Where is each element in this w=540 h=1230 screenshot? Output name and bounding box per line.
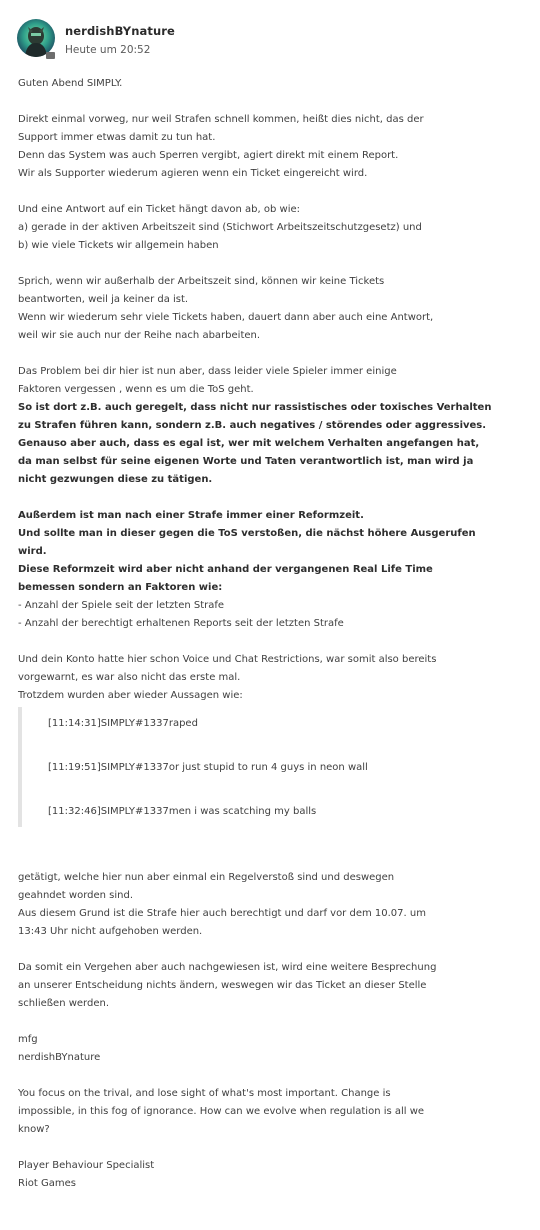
body-line: Aus diesem Grund ist die Strafe hier auch berechtigt und darf vor dem 10.07. um [18,908,426,919]
body-line: getätigt, welche hier nun aber einmal ein Regelverstoß sind und deswegen [18,872,395,883]
paragraph-working-hours [18,273,528,345]
body-line: a) gerade in der aktiven Arbeitszeit sind (Stichwort Arbeitszeitschutzgesetz) und [18,222,422,233]
body-line-bold: zu Strafen führen kann, sondern z.B. auch negatives / störendes oder aggressives. [18,420,487,431]
body-line: Direkt einmal vorweg, nur weil Strafen schnell kommen, heißt dies nicht, das der [18,114,424,125]
body-line: You focus on the trival, and lose sight of what's most important. Change is [18,1088,391,1099]
body-line-bold: So ist dort z.B. auch geregelt, dass nicht nur rassistisches oder toxisches Verhalten [18,402,492,413]
body-line: b) wie viele Tickets wir allgemein haben [18,240,219,251]
paragraph-support [18,111,528,183]
paragraph-verdict [18,869,528,941]
body-line: geahndet worden sind. [18,890,134,901]
sign-off [18,1031,528,1067]
paragraph-reform-time [18,507,528,633]
quote-line: [11:14:31]SIMPLY#1337raped [48,718,198,729]
post-timestamp[interactable]: Heute um 20:52 [65,44,151,56]
body-line-bold: Genauso aber auch, dass es egal ist, wer mit welchem Verhalten angefangen hat, [18,438,480,449]
body-line: impossible, in this fog of ignorance. How can we evolve when regulation is all we [18,1106,425,1117]
body-line-bold: Diese Reformzeit wird aber nicht anhand der vergangenen Real Life Time [18,564,433,575]
body-line: mfg [18,1034,38,1045]
quote-line: [11:32:46]SIMPLY#1337men i was scatching my balls [48,806,317,817]
paragraph-ticket-answer [18,201,528,255]
signature-role [18,1157,528,1193]
body-line: nerdishBYnature [18,1052,101,1063]
body-line: beantworten, weil ja keiner da ist. [18,294,189,305]
greeting-text: Guten Abend SIMPLY. [18,78,123,89]
body-line: Wenn wir wiederum sehr viele Tickets haben, dauert dann aber auch eine Antwort, [18,312,434,323]
body-line: Denn das System was auch Sperren vergibt, agiert direkt mit einem Report. [18,150,399,161]
body-line: - Anzahl der berechtigt erhaltenen Reports seit der letzten Strafe [18,618,344,629]
paragraph-tos [18,363,528,489]
body-line: Faktoren vergessen , wenn es um die ToS geht. [18,384,254,395]
body-line-bold: nicht gezwungen diese zu tätigen. [18,474,213,485]
badge-icon [46,52,55,59]
body-line: Das Problem bei dir hier ist nun aber, dass leider viele Spieler immer einige [18,366,397,377]
body-line: schließen werden. [18,998,110,1009]
body-line: 13:43 Uhr nicht aufgehoben werden. [18,926,203,937]
paragraph-restrictions [18,651,528,705]
body-line: know? [18,1124,50,1135]
body-line: Und eine Antwort auf ein Ticket hängt davon ab, ob wie: [18,204,301,215]
body-line: Sprich, wenn wir außerhalb der Arbeitszeit sind, können wir keine Tickets [18,276,385,287]
body-line-bold: wird. [18,546,47,557]
body-line-bold: Und sollte man in dieser gegen die ToS verstoßen, die nächst höhere Ausgerufen [18,528,476,539]
post-body [18,75,528,1193]
body-line: Support immer etwas damit zu tun hat. [18,132,216,143]
paragraph-closing-ticket [18,959,528,1013]
body-line: Da somit ein Vergehen aber auch nachgewiesen ist, wird eine weitere Besprechung [18,962,437,973]
signature-quote [18,1085,528,1139]
body-line: an unserer Entscheidung nichts ändern, weswegen wir das Ticket an dieser Stelle [18,980,427,991]
body-line: vorgewarnt, es war also nicht das erste mal. [18,672,241,683]
chat-log-quote [18,707,448,827]
body-line: weil wir sie auch nur der Reihe nach abarbeiten. [18,330,261,341]
body-line: Riot Games [18,1178,76,1189]
body-line: - Anzahl der Spiele seit der letzten Strafe [18,600,225,611]
quote-line: [11:19:51]SIMPLY#1337or just stupid to run 4 guys in neon wall [48,762,368,773]
author-name[interactable]: nerdishBYnature [65,24,175,38]
body-line-bold: da man selbst für seine eigenen Worte und Taten verantwortlich ist, man wird ja [18,456,474,467]
body-line: Und dein Konto hatte hier schon Voice und Chat Restrictions, war somit also bereits [18,654,437,665]
body-line-bold: bemessen sondern an Faktoren wie: [18,582,223,593]
body-line: Trotzdem wurden aber wieder Aussagen wie: [18,690,243,701]
body-line-bold: Außerdem ist man nach einer Strafe immer einer Reformzeit. [18,510,364,521]
body-line: Wir als Supporter wiederum agieren wenn ein Ticket eingereicht wird. [18,168,368,179]
body-line: Player Behaviour Specialist [18,1160,155,1171]
post-header [17,19,517,61]
